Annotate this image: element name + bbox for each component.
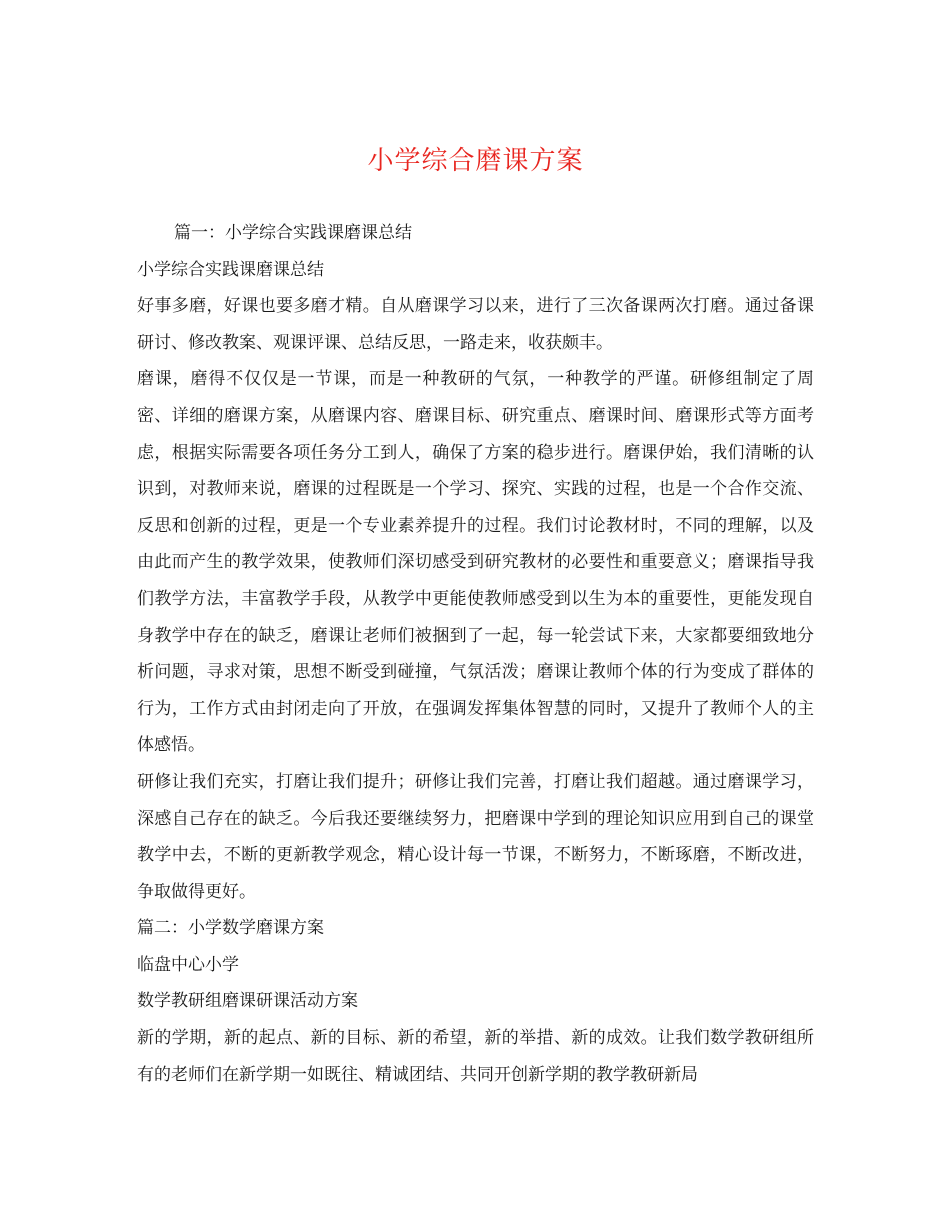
paragraph-1: 好事多磨，好课也要多磨才精。自从磨课学习以来，进行了三次备课两次打磨。通过备课研讨、修改教案、观课评课、总结反思，一路走来，收获颇丰。 <box>137 296 814 353</box>
section-heading-2: 篇二：小学数学磨课方案 <box>137 918 324 939</box>
section-heading-1: 篇一：小学综合实践课磨课总结 <box>174 223 412 243</box>
document-body <box>137 215 814 1093</box>
paragraph-3: 研修让我们充实，打磨让我们提升；研修让我们完善，打磨让我们超越。通过磨课学习，深感自己存在的缺乏。今后我还要继续努力，把磨课中学到的理论知识应用到自己的课堂教学中去，不断的更新教学观念，精心设计每一节课，不断努力，不断琢磨，不断改进，争取做得更好。 <box>137 771 814 902</box>
paragraph-4: 新的学期，新的起点、新的目标、新的希望，新的举措、新的成效。让我们数学教研组所有的老师们在新学期一如既往、精诚团结、共同开创新学期的教学教研新局 <box>137 1028 814 1085</box>
document-title: 小学综合磨课方案 <box>367 146 584 176</box>
school-name: 临盘中心小学 <box>137 954 239 975</box>
paragraph-2: 磨课，磨得不仅仅是一节课，而是一种教研的气氛，一种教学的严谨。研修组制定了周密、详细的磨课方案，从磨课内容、磨课目标、研究重点、磨课时间、磨课形式等方面考虑，根据实际需要各项任务分工到人，确保了方案的稳步进行。磨课伊始，我们清晰的认识到，对教师来说，磨课的过程既是一个学习、探究、实践的过程，也是一个合作交流、反思和创新的过程，更是一个专业素养提升的过程。我们讨论教材时，不同的理解，以及由此而产生的教学效果，使教师们深切感受到研究教材的必要性和重要意义；磨课指导我们教学方法，丰富教学手段，从教学中更能使教师感受到以生为本的重要性，更能发现自身教学中存在的缺乏，磨课让老师们被捆到了一起，每一轮尝试下来，大家都要细致地分析问题，寻求对策，思想不断受到碰撞，气氛活泼；磨课让教师个体的行为变成了群体的行为，工作方式由封闭走向了开放，在强调发挥集体智慧的同时，又提升了教师个人的主体感悟。 <box>137 369 814 756</box>
section-subtitle-1: 小学综合实践课磨课总结 <box>137 259 324 280</box>
section-subtitle-2: 数学教研组磨课研课活动方案 <box>137 991 358 1012</box>
